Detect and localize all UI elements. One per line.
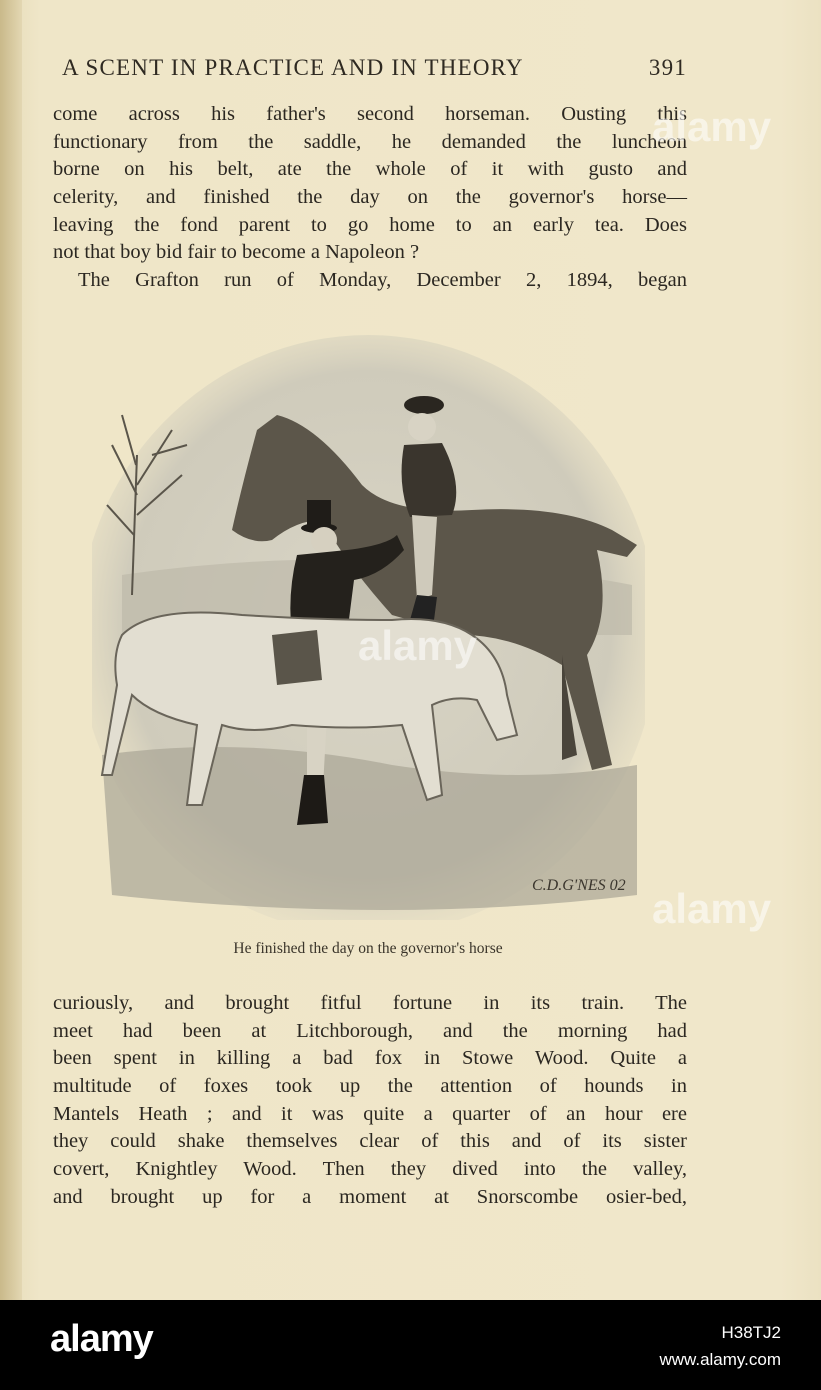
alamy-logo: alamy	[50, 1318, 153, 1360]
watermark: alamy	[652, 885, 772, 932]
text-line: they could shake themselves clear of this and of its sister	[53, 1130, 687, 1153]
text-line: functionary from the saddle, he demanded the luncheon	[53, 130, 687, 153]
running-header	[62, 55, 687, 85]
footer-url: www.alamy.com	[659, 1350, 781, 1369]
text-line: meet had been at Litchborough, and the morning had	[53, 1019, 687, 1042]
text-line: leaving the fond parent to go home to an early tea. Does	[53, 213, 687, 236]
text-line: borne on his belt, ate the whole of it with gusto and	[53, 158, 687, 181]
book-spine	[0, 0, 22, 1300]
watermark: alamy	[652, 103, 772, 150]
text-line: not that boy bid fair to become a Napoleon ?	[53, 241, 420, 264]
bottom-paragraph	[53, 990, 687, 1212]
footer-bar	[0, 1300, 821, 1390]
image-code: H38TJ2	[721, 1323, 781, 1342]
watermark: alamy	[358, 622, 478, 669]
text-line: celerity, and finished the day on the governor's horse—	[53, 186, 687, 209]
running-title: A SCENT IN PRACTICE AND IN THEORY	[62, 55, 524, 80]
page-number: 391	[648, 55, 687, 80]
text-line: been spent in killing a bad fox in Stowe Wood. Quite a	[53, 1047, 687, 1070]
text-line: curiously, and brought fitful fortune in its train. The	[53, 992, 687, 1014]
top-paragraph	[53, 101, 687, 295]
figure-caption: He finished the day on the governor's horse	[233, 940, 503, 957]
text-line: The Grafton run of Monday, December 2, 1894, began	[78, 269, 687, 292]
text-line: Mantels Heath ; and it was quite a quarter of an hour ere	[53, 1102, 687, 1125]
text-line: covert, Knightley Wood. Then they dived into the valley,	[53, 1158, 687, 1181]
text-line: and brought up for a moment at Snorscombe osier-bed,	[53, 1185, 687, 1208]
text-line: come across his father's second horseman. Ousting this	[53, 103, 687, 125]
artist-signature: C.D.G'NES 02	[532, 877, 626, 894]
text-line: multitude of foxes took up the attention of hounds in	[53, 1075, 687, 1098]
